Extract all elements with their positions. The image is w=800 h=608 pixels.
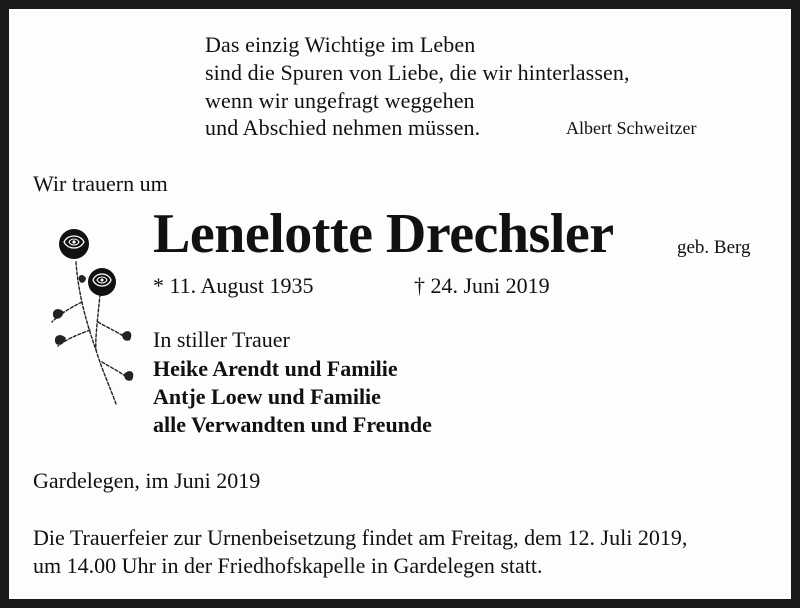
intro-text: Wir trauern um [33, 171, 168, 196]
rose-icon [40, 222, 136, 412]
funeral-notice-line-2: um 14.00 Uhr in der Friedhofskapelle in Gardelegen statt. [33, 553, 543, 578]
death-date: † 24. Juni 2019 [414, 273, 550, 298]
birth-name: geb. Berg [677, 237, 751, 258]
quote-author: Albert Schweitzer [566, 118, 697, 138]
mourner-line-3: alle Verwandten und Freunde [153, 412, 432, 437]
deceased-name: Lenelotte Drechsler [153, 203, 614, 265]
mourner-line-2: Antje Loew und Familie [153, 384, 381, 409]
place-date: Gardelegen, im Juni 2019 [33, 468, 261, 493]
quote-line-4: und Abschied nehmen müssen. [205, 115, 481, 140]
quote-line-3: wenn wir ungefragt weggehen [205, 88, 475, 113]
quote-line-2: sind die Spuren von Liebe, die wir hinterlassen, [205, 60, 630, 85]
mourner-line-1: Heike Arendt und Familie [153, 356, 398, 381]
mourners-heading: In stiller Trauer [153, 327, 290, 352]
birth-date: * 11. August 1935 [153, 273, 314, 298]
quote-line-1: Das einzig Wichtige im Leben [205, 32, 476, 57]
funeral-notice-line-1: Die Trauerfeier zur Urnenbeisetzung findet am Freitag, dem 12. Juli 2019, [33, 525, 688, 550]
